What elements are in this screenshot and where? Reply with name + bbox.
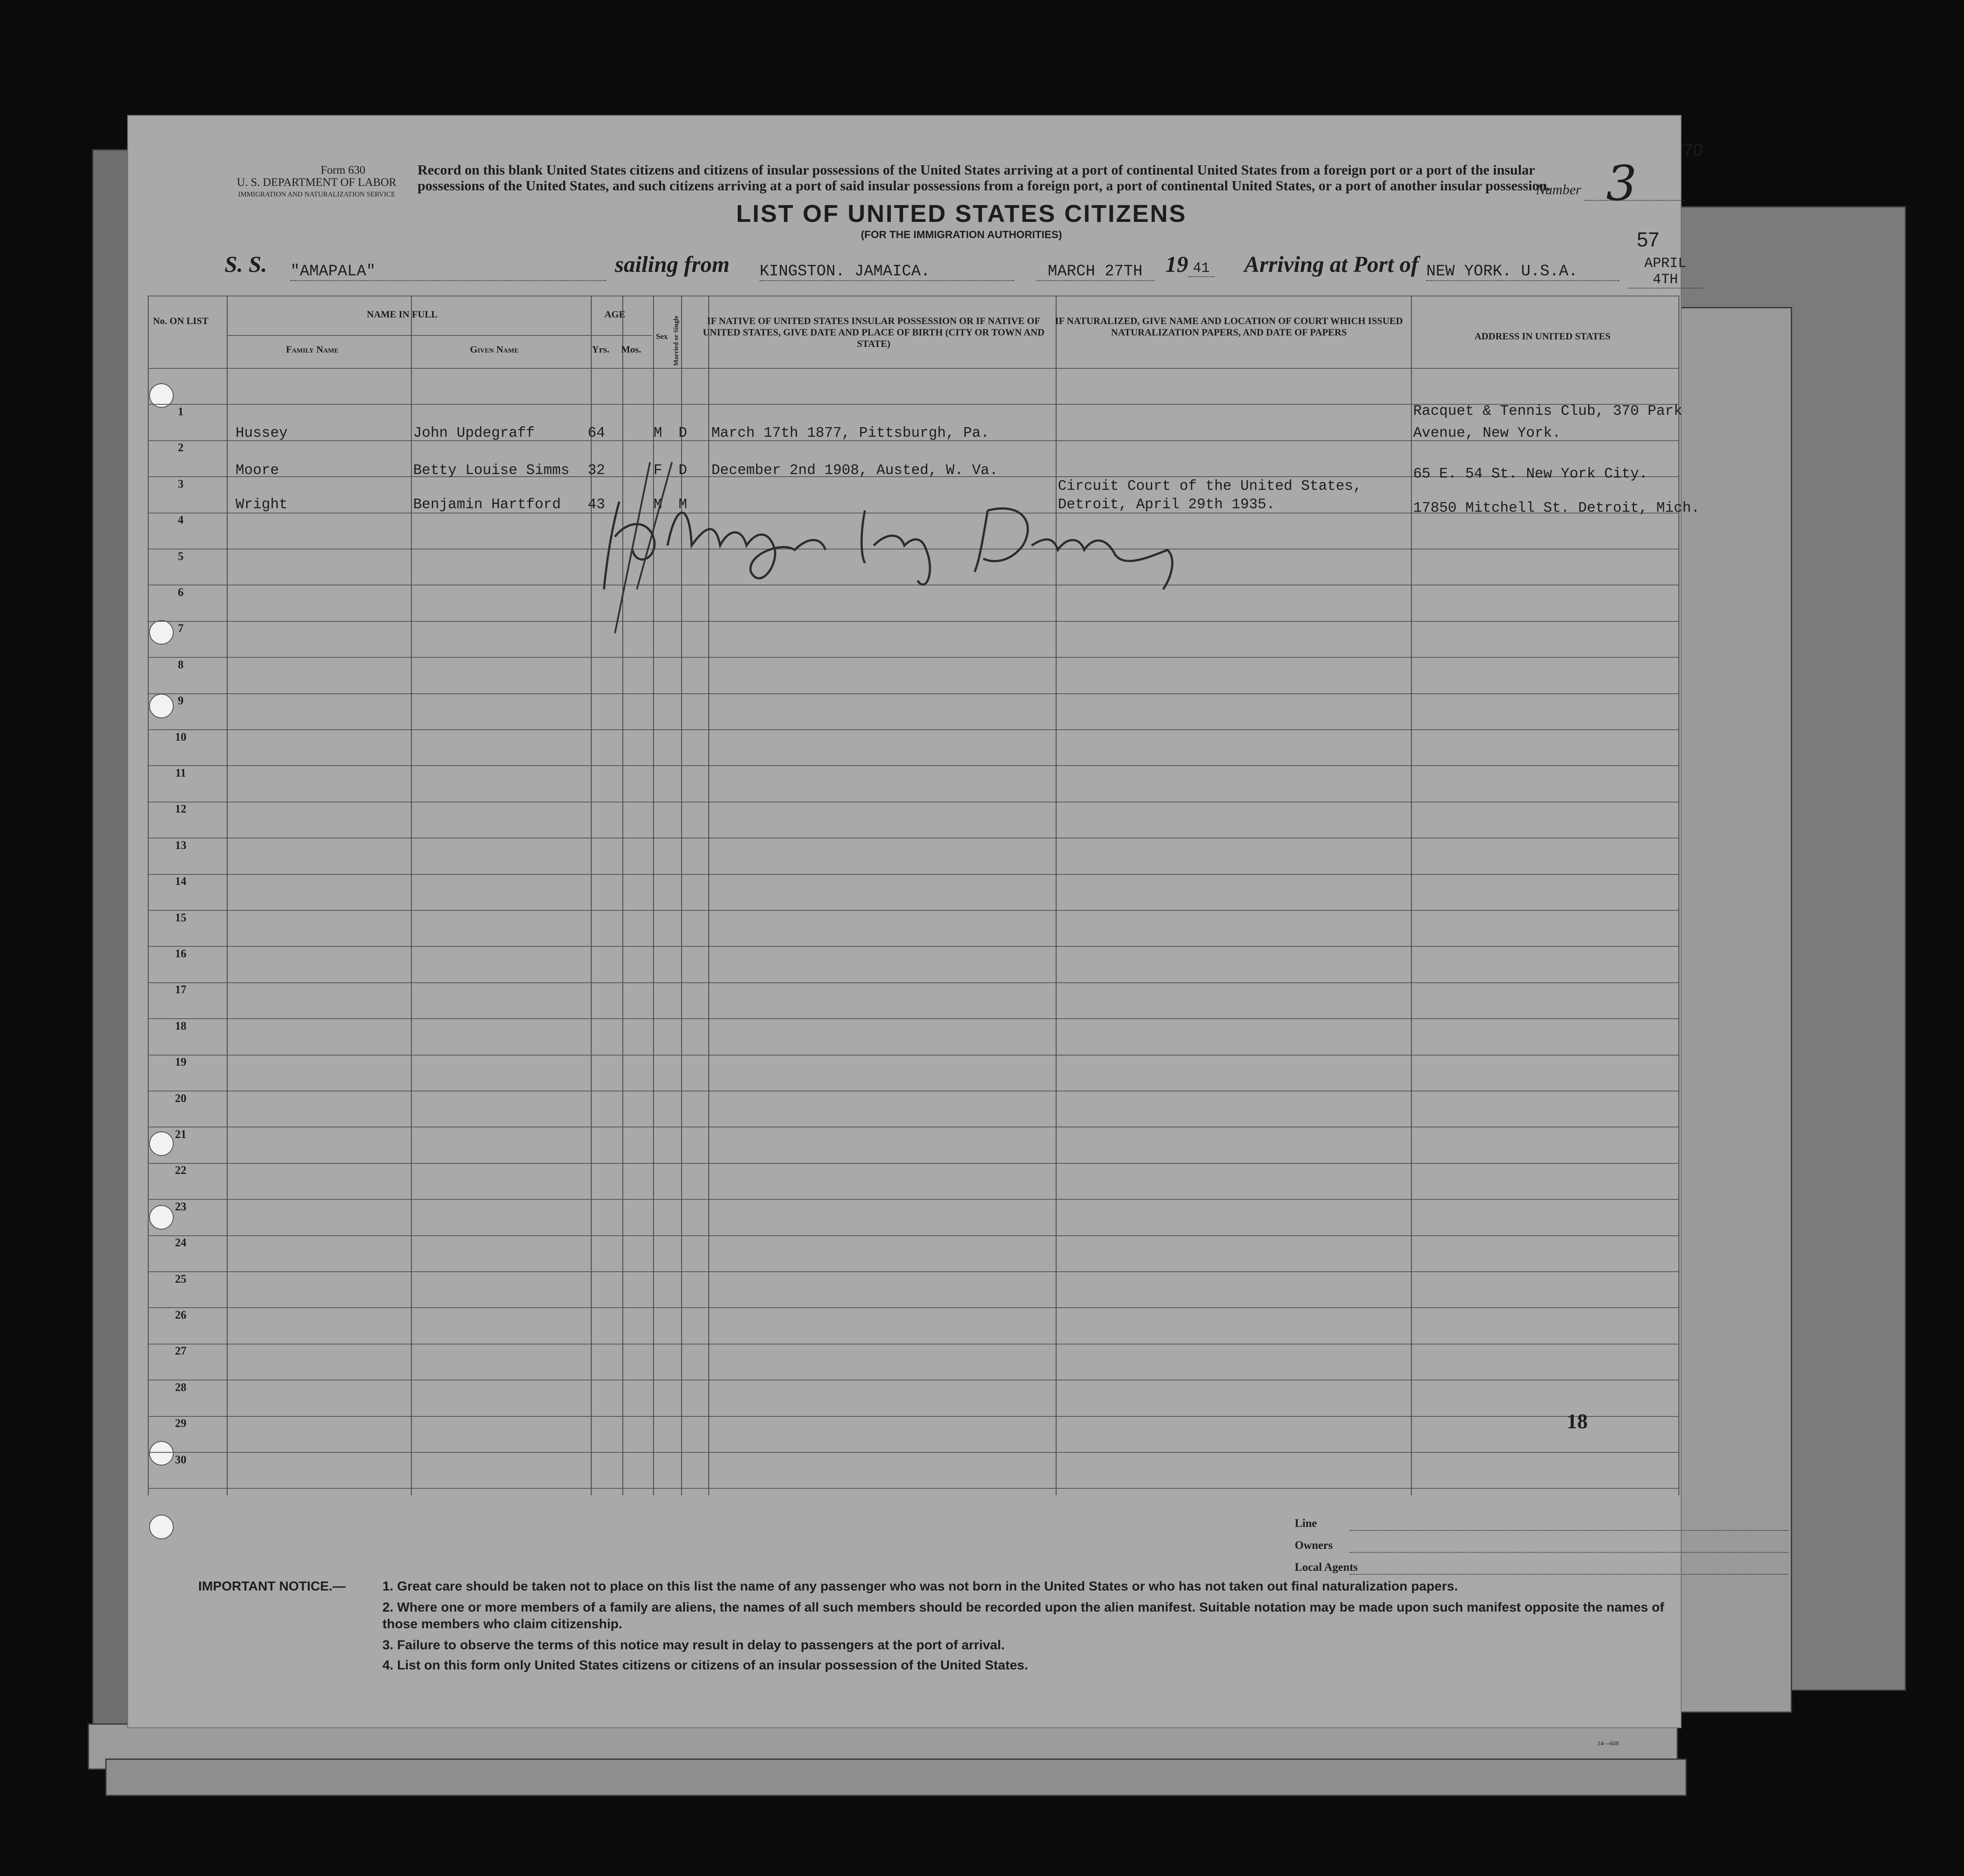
row-number: 3	[178, 477, 184, 490]
row-number: 14	[175, 875, 186, 888]
inspector-signature	[602, 484, 1260, 598]
row-number: 26	[175, 1309, 186, 1321]
row-number: 4	[178, 514, 184, 527]
row-number: 23	[175, 1200, 186, 1213]
agent-line-label: Line	[1295, 1517, 1317, 1530]
column-rule	[708, 296, 709, 1495]
notice-heading: IMPORTANT NOTICE.—	[198, 1579, 346, 1594]
row-number: 7	[178, 622, 184, 635]
family-name-cell: Hussey	[236, 425, 288, 441]
agent-local-rule	[1350, 1574, 1788, 1575]
marital-status-cell: D	[678, 425, 687, 441]
header-married: Married or Single	[673, 315, 680, 366]
row-rule	[148, 1018, 1678, 1019]
row-rule	[148, 1452, 1678, 1453]
row-rule	[148, 657, 1678, 658]
naturalization-cell: Detroit, April 29th 1935.	[1058, 496, 1275, 513]
address-cell: Avenue, New York.	[1413, 425, 1561, 441]
row-rule	[148, 946, 1678, 947]
marital-status-cell: D	[678, 462, 687, 478]
column-rule	[1056, 296, 1057, 1495]
frame-stamp: 70	[1683, 140, 1703, 160]
row-number: 10	[175, 730, 186, 743]
row-number: 19	[175, 1056, 186, 1069]
row-number: 13	[175, 838, 186, 852]
arriving-label: Arriving at Port of	[1244, 252, 1419, 277]
family-name-cell: Wright	[236, 496, 288, 513]
row-number: 16	[175, 947, 186, 960]
row-number: 27	[175, 1345, 186, 1358]
row-number: 2	[178, 441, 184, 454]
page-title: LIST OF UNITED STATES CITIZENS	[736, 200, 1187, 227]
row-number: 12	[175, 802, 186, 816]
family-name-cell: Moore	[236, 462, 279, 478]
header-mos: Mos.	[621, 344, 641, 355]
ditto-strokes	[611, 458, 698, 686]
header-given-name: Given Name	[470, 344, 519, 355]
given-name-cell: John Updegraff	[413, 425, 535, 441]
naturalization-cell: Circuit Court of the United States,	[1058, 478, 1362, 494]
sex-cell: M	[653, 425, 662, 441]
row-number: 11	[175, 767, 186, 779]
agent-owners-label: Owners	[1295, 1539, 1333, 1551]
ship-name: "AMAPALA"	[290, 262, 606, 281]
column-rule	[227, 296, 228, 1495]
row-number: 29	[175, 1417, 186, 1430]
column-rule	[1678, 296, 1679, 1495]
year-prefix: 19	[1165, 252, 1188, 277]
column-rule	[148, 296, 149, 1495]
sex-cell: M	[653, 496, 662, 513]
form-number: Form 630	[321, 164, 365, 176]
print-code: 14—608	[1597, 1740, 1619, 1747]
row-rule	[148, 1235, 1678, 1236]
row-number: 18	[175, 1019, 186, 1032]
row-number: 17	[175, 983, 186, 996]
column-rule	[1411, 296, 1412, 1495]
row-number: 6	[178, 586, 184, 599]
row-number: 9	[178, 694, 184, 707]
departure-year: 41	[1188, 260, 1214, 277]
row-rule	[148, 621, 1678, 622]
number-value: 3	[1606, 155, 1637, 211]
header-naturalized: IF NATURALIZED, GIVE NAME AND LOCATION OF COURT WHICH ISSUED NATURALIZATION PAPERS, AND DATE OF PAPERS	[1055, 315, 1403, 338]
row-number: 1	[178, 405, 184, 418]
row-rule	[148, 1199, 1678, 1200]
sex-cell: F	[653, 462, 662, 478]
birth-place-cell: March 17th 1877, Pittsburgh, Pa.	[711, 425, 989, 441]
arrival-date: APRIL 4TH	[1628, 255, 1703, 289]
header-address: ADDRESS IN UNITED STATES	[1474, 331, 1611, 342]
sailing-from-label: sailing from	[615, 252, 730, 277]
port-to: NEW YORK. U.S.A.	[1426, 262, 1619, 281]
given-name-cell: Betty Louise Simms	[413, 462, 570, 478]
row-number: 22	[175, 1164, 186, 1177]
header-bottom-rule	[148, 368, 1678, 369]
manifest-total: 18	[1567, 1410, 1588, 1433]
row-rule	[148, 693, 1678, 694]
row-rule	[148, 1055, 1678, 1056]
row-rule	[148, 1163, 1678, 1164]
row-number: 30	[175, 1453, 186, 1466]
header-sex: Sex	[656, 332, 668, 341]
departure-date: MARCH 27TH	[1036, 262, 1154, 281]
row-number: 20	[175, 1091, 186, 1105]
header-no: No. ON LIST	[153, 315, 209, 326]
header-age: AGE	[604, 309, 625, 320]
row-rule	[148, 1271, 1678, 1272]
agent-owners-rule	[1350, 1552, 1788, 1553]
address-cell: 17850 Mitchell St. Detroit, Mich.	[1413, 500, 1700, 516]
header-sub-rule	[227, 335, 652, 336]
header-yrs: Yrs.	[592, 344, 610, 355]
row-rule	[148, 982, 1678, 983]
header-family-name: Family Name	[286, 344, 339, 355]
row-rule	[148, 765, 1678, 766]
header-birth: IF NATIVE OF UNITED STATES INSULAR POSSESSION OR IF NATIVE OF UNITED STATES, GIVE DATE AND PLACE OF BIRTH (CITY OR TOWN AND STATE)	[703, 315, 1045, 349]
page-stamp: 57	[1637, 228, 1660, 251]
row-number: 8	[178, 658, 184, 671]
row-number: 24	[175, 1236, 186, 1249]
citizen-manifest-sheet	[127, 115, 1700, 1747]
notice-item: 4. List on this form only United States citizens or citizens of an insular possession of the United States.	[382, 1658, 1028, 1673]
age-years-cell: 43	[588, 496, 605, 513]
row-number: 5	[178, 549, 184, 563]
header-name-in-full: NAME IN FULL	[367, 309, 438, 320]
address-cell: Racquet & Tennis Club, 370 Park	[1413, 403, 1682, 419]
port-from: KINGSTON. JAMAICA.	[760, 262, 1014, 281]
row-number: 25	[175, 1272, 186, 1285]
row-number: 28	[175, 1380, 186, 1394]
service-name: IMMIGRATION AND NATURALIZATION SERVICE	[238, 191, 396, 198]
address-cell: 65 E. 54 St. New York City.	[1413, 466, 1648, 482]
page-subtitle: (FOR THE IMMIGRATION AUTHORITIES)	[861, 229, 1062, 241]
ss-label: S. S.	[225, 252, 267, 277]
given-name-cell: Benjamin Hartford	[413, 496, 561, 513]
row-number: 15	[175, 911, 186, 924]
agent-line-rule	[1350, 1530, 1788, 1531]
form-instructions: Record on this blank United States citizens and citizens of insular possessions of the United States arriving at a port of continental United States from a foreign port or a port of the insular possessions of the United States, and such citizens arriving at a port of said insular possessions from a foreign port, a port of continental United States, or a port of another insular possession.	[418, 162, 1551, 193]
birth-place-cell: December 2nd 1908, Austed, W. Va.	[711, 462, 998, 478]
notice-item: 1. Great care should be taken not to place on this list the name of any passenger who was not born in the United States or who has not taken out final naturalization papers.	[382, 1579, 1458, 1594]
column-rule	[411, 296, 412, 1495]
row-rule	[148, 1416, 1678, 1417]
age-years-cell: 64	[588, 425, 605, 441]
row-rule	[148, 1344, 1678, 1345]
number-label: Number	[1536, 182, 1582, 197]
row-rule	[148, 874, 1678, 875]
marital-status-cell: M	[678, 496, 687, 513]
agent-local-label: Local Agents	[1295, 1561, 1358, 1573]
row-rule	[148, 1307, 1678, 1308]
row-rule	[148, 729, 1678, 730]
row-rule	[148, 910, 1678, 911]
department-name: U. S. DEPARTMENT OF LABOR	[237, 176, 396, 189]
age-years-cell: 32	[588, 462, 605, 478]
notice-item: 2. Where one or more members of a family are aliens, the names of all such members should be recorded upon the alien manifest. Suitable notation may be made upon such manifest opposite the names of those members who claim citizenship.	[382, 1600, 1664, 1631]
notice-item: 3. Failure to observe the terms of this notice may result in delay to passengers at the port of arrival.	[382, 1638, 1005, 1652]
row-rule	[148, 1488, 1678, 1489]
row-number: 21	[175, 1128, 186, 1141]
